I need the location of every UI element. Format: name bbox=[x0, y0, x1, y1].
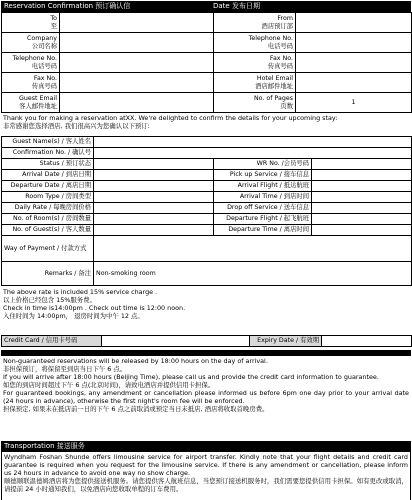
expiry-value[interactable] bbox=[322, 336, 412, 347]
dropoff-value[interactable] bbox=[312, 203, 412, 214]
phone-label: Telephone No. 电话号码 bbox=[2, 53, 60, 73]
pages-value: 1 bbox=[296, 93, 412, 113]
contact-row bbox=[2, 93, 412, 113]
details-table bbox=[1, 136, 412, 286]
detail-row bbox=[2, 214, 412, 225]
header-title: Reservation Confirmation 预订确认信 bbox=[4, 2, 131, 11]
fax-label: Fax No. 传真号码 bbox=[2, 73, 60, 93]
status-value[interactable] bbox=[94, 159, 214, 170]
pickup-value[interactable] bbox=[312, 170, 412, 181]
arrival-flight-value[interactable] bbox=[312, 181, 412, 192]
contact-row bbox=[2, 73, 412, 93]
confirmation-value[interactable] bbox=[94, 148, 412, 159]
transport-title: Transportation 接送服务 bbox=[4, 442, 85, 451]
confirmation-label: Confirmation No. / 确认号 bbox=[2, 148, 94, 159]
expiry-label: Expiry Date / 有效期 bbox=[250, 336, 322, 347]
remarks-row bbox=[2, 262, 412, 286]
detail-row bbox=[2, 170, 412, 181]
header-bar bbox=[1, 1, 411, 12]
transport-bar bbox=[1, 441, 411, 452]
departure-flight-label: Departure Flight / 起飞航班 bbox=[214, 214, 312, 225]
detail-row bbox=[2, 159, 412, 170]
wr-label: WR No. /会员号码 bbox=[214, 159, 312, 170]
guest-name-label: Guest Name(s) / 客人姓名 bbox=[2, 137, 94, 148]
detail-row bbox=[2, 203, 412, 214]
guest-email-label: Guest Email 客人邮件地址 bbox=[2, 93, 60, 113]
hotel-email-value[interactable] bbox=[296, 73, 412, 93]
status-label: Status / 预订状态 bbox=[2, 159, 94, 170]
arrival-flight-label: Arrival Flight / 抵达航班 bbox=[214, 181, 312, 192]
transport-text: Wyndham Foshan Shunde offers limousine service for airport transfer. Kindly note that your flight details and credit card guarantee is required when you request for the limousine service. If there is any amendment or cancellation, please inform us 24 hours in advance to avoid one way no show charge. 顺德顺联温德姆酒店将为您提供接送机服务。请您提供客人航班信息，当您预订接送机服务时，我们需要您提供信用卡担保。如有更改或取消，请提前 24 小时通知我们，以免酒店向您收取单程的订车费用。 bbox=[1, 452, 411, 500]
hotel-email-label: Hotel Email 酒店邮件地址 bbox=[214, 73, 296, 93]
company-value[interactable] bbox=[60, 33, 214, 53]
guest-name-value[interactable] bbox=[94, 137, 412, 148]
payment-label: Way of Payment / 付款方式 bbox=[2, 236, 94, 262]
rooms-value[interactable] bbox=[94, 214, 214, 225]
guests-label: No. of Guest(s) / 客人数量 bbox=[2, 225, 94, 236]
credit-card-row bbox=[2, 336, 412, 347]
daily-rate-label: Daily Rate / 每晚房间价格 bbox=[2, 203, 94, 214]
intro-text: Thank you for making a reservation atXX. We're delighted to confirm the details for your upcoming stay: 非常感谢您选择酒店, 我们很高兴为您确认以下预订: bbox=[3, 114, 338, 130]
from-label: From 酒店预订部 bbox=[214, 13, 296, 33]
departure-date-value[interactable] bbox=[94, 181, 214, 192]
hotel-phone-value[interactable] bbox=[296, 33, 412, 53]
detail-row bbox=[2, 181, 412, 192]
departure-time-label: Departure Time / 离店时间 bbox=[214, 225, 312, 236]
contact-row bbox=[2, 13, 412, 33]
guest-email-value[interactable] bbox=[60, 93, 214, 113]
from-value[interactable] bbox=[296, 13, 412, 33]
credit-card-label: Credit Card / 信用卡号码 bbox=[2, 336, 102, 347]
guarantee-policy: Non-guaranteed reservations will be released by 18:00 hours on the day of arrival. 非担保预订，将保留至到店当日下午 6 点。 If you will arrive after 18:00 hours (Beijing Time), please call us and provide the credit card information to guarantee. 如您的到店时间超过下午 6 点(北京时间)，请致电酒店并提供信用卡担保。 For guaranteed bookings, any amendment or cancellation please informed us before 6pm one day prior to your arrival date (24 hours in advance), otherwise the first night's room fee will be enforced. 担保预定, 如果未在抵店前一日的下午 6 点之前取消或预定当日未抵店, 酒店将收取首晚房费。 bbox=[3, 357, 409, 413]
guest-name-row bbox=[2, 137, 412, 148]
arrival-date-label: Arrival Date / 到店日期 bbox=[2, 170, 94, 181]
arrival-time-value[interactable] bbox=[312, 192, 412, 203]
remarks-value[interactable]: Non-smoking room bbox=[94, 262, 412, 286]
departure-date-label: Departure Date / 离店日期 bbox=[2, 181, 94, 192]
fax-value[interactable] bbox=[60, 73, 214, 93]
remarks-label: Remarks / 备注 bbox=[2, 262, 94, 286]
hotel-fax-label: Fax No. 传真号码 bbox=[214, 53, 296, 73]
arrival-date-value[interactable] bbox=[94, 170, 214, 181]
credit-card-table bbox=[1, 335, 412, 347]
contact-row bbox=[2, 53, 412, 73]
detail-row bbox=[2, 225, 412, 236]
payment-row bbox=[2, 236, 412, 262]
dropoff-label: Drop off Service / 送车信息 bbox=[214, 203, 312, 214]
wr-value[interactable] bbox=[312, 159, 412, 170]
credit-card-value[interactable] bbox=[102, 336, 250, 347]
daily-rate-value[interactable] bbox=[94, 203, 214, 214]
hotel-fax-value[interactable] bbox=[296, 53, 412, 73]
payment-value[interactable] bbox=[94, 236, 412, 262]
pickup-label: Pick up Service / 接车信息 bbox=[214, 170, 312, 181]
confirmation-row bbox=[2, 148, 412, 159]
room-type-value[interactable] bbox=[94, 192, 214, 203]
detail-row bbox=[2, 192, 412, 203]
departure-time-value[interactable] bbox=[312, 225, 412, 236]
guests-value[interactable] bbox=[94, 225, 214, 236]
room-type-label: Room Type / 房间类型 bbox=[2, 192, 94, 203]
company-label: Company 公司名称 bbox=[2, 33, 60, 53]
header-date: Date 发布日期 bbox=[213, 2, 260, 11]
rooms-label: No. of Room(s) / 房间数量 bbox=[2, 214, 94, 225]
phone-value[interactable] bbox=[60, 53, 214, 73]
rate-notes: The above rate is included 15% service charge . 以上价格已经包含 15%服务费。 Check in time is14:00pm . Check out time is 12:00 noon. 入住时间为 14:00pm， 退房时间为中午 12 点。 bbox=[3, 288, 186, 320]
pages-label: No. of Pages 页数 bbox=[214, 93, 296, 113]
to-value[interactable] bbox=[60, 13, 214, 33]
hotel-phone-label: Telephone No. 电话号码 bbox=[214, 33, 296, 53]
departure-flight-value[interactable] bbox=[312, 214, 412, 225]
to-label: To 至 bbox=[2, 13, 60, 33]
contact-table bbox=[1, 12, 412, 113]
arrival-time-label: Arrival Time / 到店时间 bbox=[214, 192, 312, 203]
contact-row bbox=[2, 33, 412, 53]
